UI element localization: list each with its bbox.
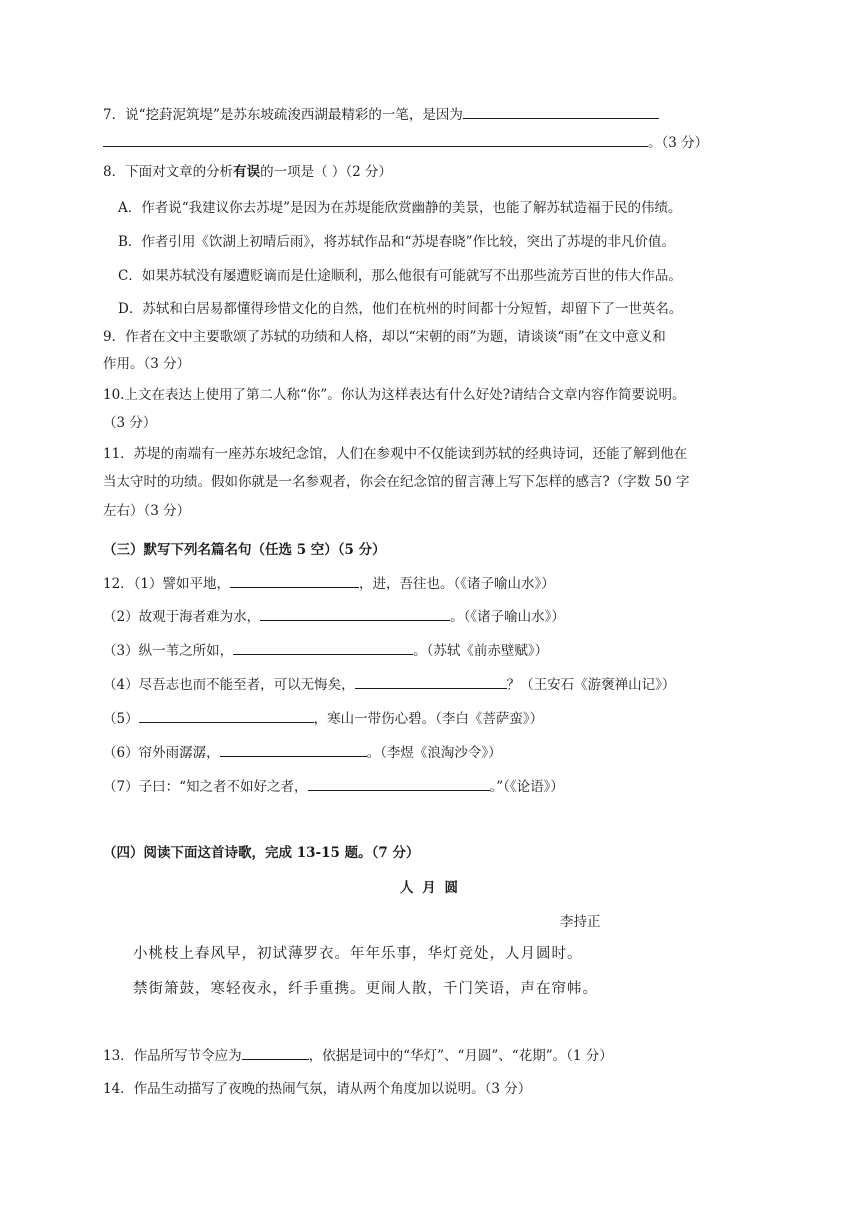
- item-suffix: 。（李煜《浪淘沙令》）: [366, 745, 502, 761]
- answer-blank[interactable]: [308, 776, 490, 791]
- question-8-prefix: 8．下面对文章的分析: [103, 164, 234, 180]
- question-12-item-6: [103, 742, 502, 763]
- item-prefix: （4）尽吾志也而不能至者，可以无悔矣，: [103, 677, 355, 693]
- item-prefix: （3）纵一苇之所如，: [103, 643, 234, 659]
- question-9-line-1: 9．作者在文中主要歌颂了苏轼的功绩和人格，却以“宋朝的雨”为题，请谈谈“雨”在文中意义和: [103, 329, 666, 345]
- item-suffix: ，寒山一带伤心碧。（李白《菩萨蛮》）: [313, 711, 544, 727]
- answer-blank[interactable]: [103, 132, 648, 147]
- question-12-item-3: [103, 640, 548, 661]
- question-11-line-3: 左右）（3 分）: [103, 503, 191, 519]
- answer-blank[interactable]: [355, 674, 507, 689]
- question-8-option-a[interactable]: A．作者说“我建议你去苏堤”是因为在苏堤能欣赏幽静的美景，也能了解苏轼造福于民的伟绩。: [118, 200, 682, 216]
- question-8-suffix: 的一项是（ ）（2 分）: [260, 164, 393, 180]
- question-7-line-1: [103, 104, 659, 125]
- answer-blank[interactable]: [220, 742, 367, 757]
- question-10-line-1: 10.上文在表达上使用了第二人称“你”。你认为这样表达有什么好处?请结合文章内容作简要说明。: [103, 387, 686, 403]
- question-7-line-2: [103, 132, 708, 153]
- question-10-line-2: （3 分）: [103, 415, 157, 431]
- question-13: [103, 1045, 613, 1066]
- item-suffix: ？（王安石《游褒禅山记》）: [506, 677, 676, 693]
- section-3-title: （三）默写下列名篇名句（任选 5 空）（5 分）: [103, 542, 386, 558]
- poem-line-1: 小桃枝上春风早，初试薄罗衣。年年乐事，华灯竞处，人月圆时。: [133, 946, 583, 962]
- item-prefix: （6）帘外雨潺潺，: [103, 745, 220, 761]
- item-prefix: （5）: [103, 711, 139, 727]
- item-prefix: （7）子曰：“知之者不如好之者，: [103, 779, 308, 795]
- answer-blank[interactable]: [463, 104, 659, 119]
- answer-blank[interactable]: [260, 606, 450, 621]
- poem-author: 李持正: [560, 914, 601, 930]
- question-14: 14．作品生动描写了夜晚的热闹气氛，请从两个角度加以说明。（3 分）: [103, 1081, 532, 1097]
- item-prefix: （2）故观于海者难为水，: [103, 609, 261, 625]
- question-13-suffix: ，依据是词中的“华灯”、“月圆”、“花期”。（1 分）: [308, 1048, 613, 1064]
- answer-blank[interactable]: [139, 708, 314, 723]
- question-8-emphasis: 有误: [233, 164, 261, 180]
- question-8-stem: [103, 162, 392, 182]
- question-13-prefix: 13．作品所写节令应为: [103, 1048, 242, 1064]
- poem-line-2: 禁街箫鼓，寒轻夜永，纤手重携。更闹人散，千门笑语，声在帘帏。: [133, 981, 598, 997]
- item-suffix: 。（《诸子喻山水》）: [450, 609, 565, 625]
- question-9-line-2: 作用。（3 分）: [103, 356, 191, 372]
- question-8-option-b[interactable]: B．作者引用《饮湖上初晴后雨》，将苏轼作品和“苏堤春晓”作比较，突出了苏堤的非凡价值。: [118, 234, 675, 250]
- item-suffix: 。（苏轼《前赤壁赋》）: [413, 643, 549, 659]
- question-12-item-2: [103, 606, 565, 627]
- question-12-item-5: [103, 708, 543, 729]
- item-suffix: ，进，吾往也。（《诸子喻山水》）: [359, 576, 555, 592]
- question-11-line-1: 11．苏堤的南端有一座苏东坡纪念馆，人们在参观中不仅能读到苏轼的经典诗词，还能了解到他在: [103, 446, 688, 462]
- question-11-line-2: 当太守时的功绩。假如你就是一名参观者，你会在纪念馆的留言薄上写下怎样的感言?（字数 50 字: [103, 474, 690, 490]
- answer-blank[interactable]: [230, 573, 359, 588]
- question-8-option-d[interactable]: D．苏轼和白居易都懂得珍惜文化的自然，他们在杭州的时间都十分短暂，却留下了一世英名。: [118, 301, 683, 317]
- question-12-item-1: [103, 573, 555, 594]
- poem-title: 人 月 圆: [400, 880, 460, 896]
- answer-blank[interactable]: [233, 640, 413, 655]
- question-7-text: 7．说“挖葑泥筑堤”是苏东坡疏浚西湖最精彩的一笔，是因为: [103, 107, 463, 123]
- section-4-title: （四）阅读下面这首诗歌，完成 13-15 题。（7 分）: [103, 845, 420, 861]
- question-12-item-4: [103, 674, 675, 695]
- question-8-option-c[interactable]: C．如果苏轼没有屡遭贬谪而是仕途顺利，那么他很有可能就写不出那些流芳百世的伟大作品。: [118, 268, 682, 284]
- question-7-score: 。（3 分）: [648, 135, 709, 151]
- item-prefix: 12．（1）譬如平地，: [103, 576, 231, 592]
- item-suffix: 。”（《论语》）: [489, 779, 564, 795]
- question-12-item-7: [103, 776, 564, 797]
- answer-blank[interactable]: [242, 1045, 309, 1060]
